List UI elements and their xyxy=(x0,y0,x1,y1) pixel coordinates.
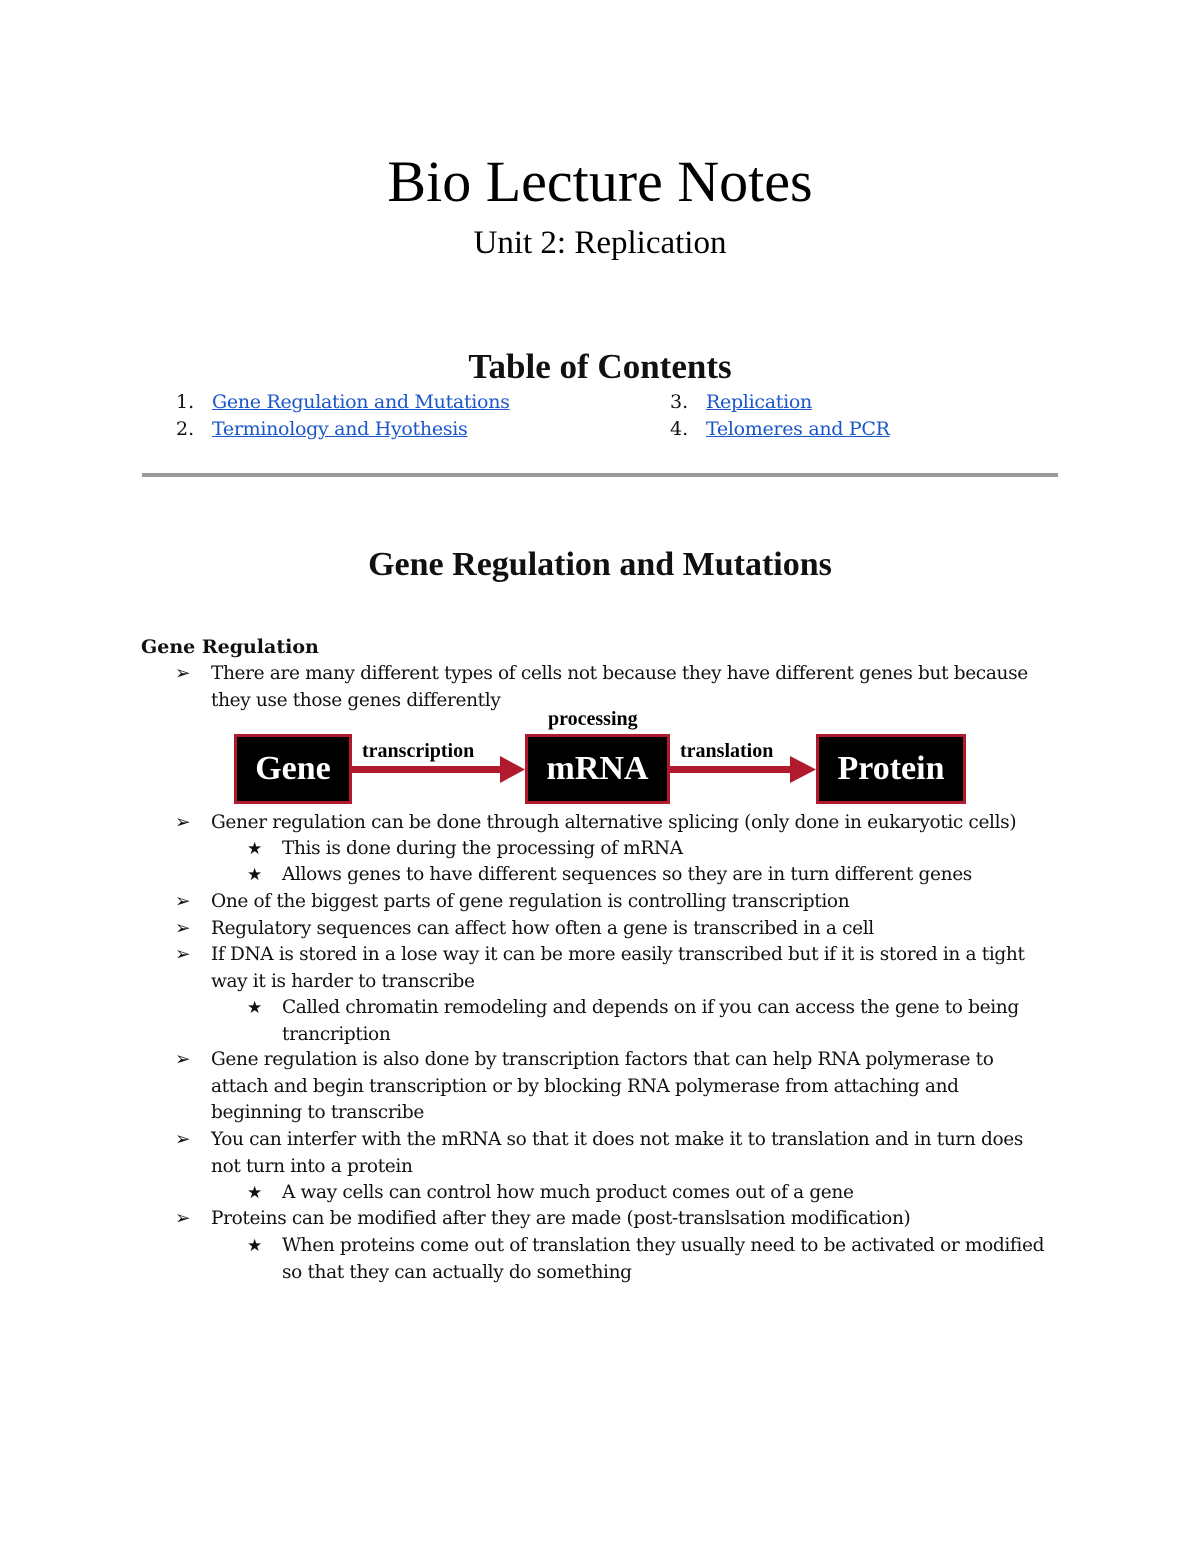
arrow-bullet-icon: ➢ xyxy=(175,1208,191,1229)
list-item xyxy=(175,661,1055,714)
toc-item-number: 1. xyxy=(176,391,195,413)
document-title: Bio Lecture Notes xyxy=(387,149,813,214)
star-bullet-icon: ★ xyxy=(247,865,262,885)
mrna-box: mRNA xyxy=(525,734,670,804)
star-bullet-icon: ★ xyxy=(247,998,262,1018)
list-item-text: If DNA is stored in a lose way it can be more easily transcribed but if it is stored in a tight way it is harder to transcribe xyxy=(211,944,1025,992)
list-item xyxy=(175,889,1055,916)
list-item xyxy=(175,1127,1055,1180)
list-item xyxy=(247,836,1062,863)
translation-label: translation xyxy=(680,740,774,762)
list-item-text: Regulatory sequences can affect how often a gene is transcribed in a cell xyxy=(211,918,874,939)
toc-link-terminology[interactable]: Terminology and Hyothesis xyxy=(212,418,468,440)
toc-heading: Table of Contents xyxy=(468,347,732,386)
section-divider xyxy=(142,473,1058,477)
toc-item xyxy=(176,416,467,442)
list-item-text: Allows genes to have different sequences so they are in turn different genes xyxy=(282,864,972,885)
list-item-text: There are many different types of cells not because they have different genes but because they use those genes differently xyxy=(211,663,1028,711)
gene-expression-diagram xyxy=(230,708,970,808)
arrow-bullet-icon: ➢ xyxy=(175,663,191,684)
arrow-bullet-icon: ➢ xyxy=(175,891,191,912)
list-item-text: Proteins can be modified after they are made (post-translsation modification) xyxy=(211,1208,911,1229)
list-item xyxy=(247,862,1062,889)
list-item xyxy=(247,995,1062,1048)
list-item xyxy=(247,1233,1062,1286)
list-item xyxy=(175,942,1055,995)
list-item-text: A way cells can control how much product comes out of a gene xyxy=(282,1182,854,1203)
toc-item-number: 2. xyxy=(176,418,195,440)
toc-item xyxy=(176,389,510,415)
translation-arrow-icon xyxy=(670,756,816,783)
transcription-label: transcription xyxy=(362,740,475,762)
list-item-text: One of the biggest parts of gene regulation is controlling transcription xyxy=(211,891,850,912)
list-item xyxy=(175,916,1055,943)
transcription-arrow-icon xyxy=(352,756,525,783)
toc-item xyxy=(670,389,812,415)
toc-item-number: 4. xyxy=(670,418,689,440)
toc-link-replication[interactable]: Replication xyxy=(706,391,812,413)
list-item-text: This is done during the processing of mRNA xyxy=(282,838,683,859)
document-subtitle: Unit 2: Replication xyxy=(473,225,727,261)
diagram-arrows xyxy=(230,708,970,808)
toc-item xyxy=(670,416,890,442)
section-heading: Gene Regulation and Mutations xyxy=(368,546,832,583)
list-item-text: You can interfer with the mRNA so that it does not make it to translation and in turn does not turn into a protein xyxy=(211,1129,1024,1177)
toc-link-telomeres[interactable]: Telomeres and PCR xyxy=(706,418,890,440)
list-item-text: Gene regulation is also done by transcription factors that can help RNA polymerase to attach and begin transcription or by blocking RNA polymerase from attaching and beginning to transcribe xyxy=(211,1049,994,1123)
processing-label: processing xyxy=(548,708,638,730)
toc-link-gene-regulation[interactable]: Gene Regulation and Mutations xyxy=(212,391,510,413)
star-bullet-icon: ★ xyxy=(247,1183,262,1203)
subsection-heading: Gene Regulation xyxy=(141,636,319,658)
star-bullet-icon: ★ xyxy=(247,839,262,859)
arrow-bullet-icon: ➢ xyxy=(175,918,191,939)
list-item xyxy=(175,1047,1055,1127)
list-item-text: When proteins come out of translation they usually need to be activated or modified so that they can actually do something xyxy=(282,1235,1045,1283)
gene-box: Gene xyxy=(234,734,352,804)
arrow-bullet-icon: ➢ xyxy=(175,944,191,965)
protein-box: Protein xyxy=(816,734,966,804)
list-item-text: Called chromatin remodeling and depends on if you can access the gene to being trancription xyxy=(282,997,1019,1045)
list-item xyxy=(175,810,1055,837)
list-item-text: Gener regulation can be done through alternative splicing (only done in eukaryotic cells) xyxy=(211,812,1017,833)
arrow-bullet-icon: ➢ xyxy=(175,1129,191,1150)
list-item xyxy=(247,1180,1062,1207)
list-item xyxy=(175,1206,1055,1233)
star-bullet-icon: ★ xyxy=(247,1236,262,1256)
arrow-bullet-icon: ➢ xyxy=(175,1049,191,1070)
toc-item-number: 3. xyxy=(670,391,689,413)
arrow-bullet-icon: ➢ xyxy=(175,812,191,833)
